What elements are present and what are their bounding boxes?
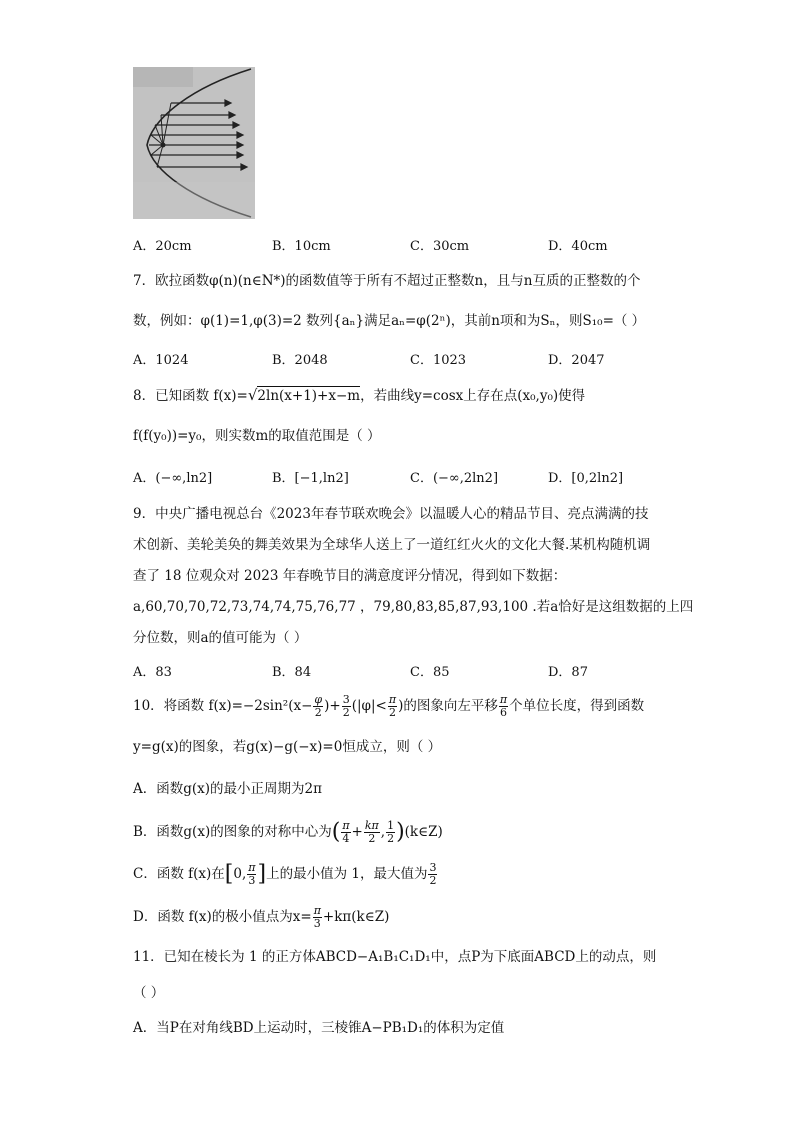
q9-line-1: 9．中央广播电视总台《2023年春节联欢晚会》以温暖人心的精品节目、亮点满满的技 <box>133 506 649 522</box>
q10-d-suffix: +kπ(k∈Z) <box>322 909 390 925</box>
frac-den: 2 <box>388 706 396 719</box>
frac-den: 6 <box>499 706 507 719</box>
q10-d-prefix: D．函数 f(x)的极小值点为x= <box>133 909 312 925</box>
q10-3-over-2 <box>342 694 351 719</box>
q8-suffix: ，若曲线y=cosx上存在点(x₀,y₀)使得 <box>360 388 586 404</box>
q10-phi-over-2 <box>313 694 323 719</box>
frac-den: 2 <box>429 874 437 887</box>
q7-option-a: A．1024 <box>133 353 189 368</box>
frac-den: 2 <box>387 832 395 845</box>
q10-paren-open: (x− <box>288 698 313 714</box>
q11-option-a: A．当P在对角线BD上运动时，三棱锥A−PB₁D₁的体积为定值 <box>133 1020 505 1036</box>
q6-option-b: B．10cm <box>272 239 331 254</box>
frac-den: 2 <box>314 706 322 719</box>
q7-line-2: 数，例如：φ(1)=1,φ(3)=2 数列{aₙ}满足aₙ=φ(2ⁿ)，其前n项和为Sₙ，则S₁₀=（ ） <box>133 313 646 329</box>
q10-c-pi-over-3 <box>247 862 256 887</box>
frac-num: 3 <box>342 693 350 706</box>
q9-option-c: C．85 <box>410 665 450 680</box>
frac-den: 4 <box>342 832 350 845</box>
q8-option-a: A．(−∞,ln2] <box>133 471 213 486</box>
q10-b-prefix: B．函数g(x)的图象的对称中心为 <box>133 824 332 840</box>
q10-option-c: C．函数 f(x)在[0, $\frac{\pi}{3}$ ]上的最小值为 1，最大值为 $\frac{3}{2}$ <box>133 861 437 887</box>
q10-option-a: A．函数g(x)的最小正周期为2π <box>133 781 322 797</box>
q10-shift-text: )的图象向左平移 <box>398 698 498 714</box>
q10-c-prefix: C．函数 f(x)在 <box>133 866 225 882</box>
q9-line-5: 分位数，则a的值可能为（ ） <box>133 630 308 646</box>
q10-suffix: 个单位长度，得到函数 <box>509 698 645 714</box>
q11-line-1: 11．已知在棱长为 1 的正方体ABCD−A₁B₁C₁D₁中，点P为下底面ABCD上的动点，则 <box>133 949 657 965</box>
q10-plus: )+ <box>324 698 341 714</box>
q9-option-d: D．87 <box>548 665 588 680</box>
frac-num: π <box>342 819 350 832</box>
q6-option-d: D．40cm <box>548 239 608 254</box>
q10-b-kpi-over-2 <box>364 820 380 845</box>
q10-option-d <box>133 905 389 930</box>
frac-den: 2 <box>368 832 376 845</box>
q10-pi-over-2 <box>388 694 397 719</box>
frac-den: 3 <box>248 874 256 887</box>
frac-num: π <box>313 904 321 917</box>
frac-num: 1 <box>387 819 395 832</box>
q8-option-d: D．[0,2ln2] <box>548 471 624 486</box>
q7-option-c: C．1023 <box>410 353 467 368</box>
frac-num: π <box>248 861 256 874</box>
q8-line-1: 8．已知函数 f(x)=√2ln(x+1)+x−m，若曲线y=cosx上存在点(x₀,y₀)使得 <box>133 386 586 404</box>
q7-line-1: 7．欧拉函数φ(n)(n∈N*)的函数值等于所有不超过正整数n，且与n互质的正整数的个 <box>133 273 641 289</box>
q8-option-b: B．[−1,ln2] <box>272 471 349 486</box>
q10-prefix: 10．将函数 f(x)=−2sin² <box>133 698 289 714</box>
q7-option-d: D．2047 <box>548 353 605 368</box>
q10-c-suffix: 上的最小值为 1，最大值为 <box>266 866 428 882</box>
q7-option-b: B．2048 <box>272 353 328 368</box>
q10-d-pi-over-3 <box>313 905 322 930</box>
frac-den: 3 <box>313 917 321 930</box>
q10-b-suffix: (k∈Z) <box>404 824 443 840</box>
q8-sqrt-expression: 2ln(x+1)+x−m <box>257 388 361 404</box>
q11-line-2: （ ） <box>133 985 165 1001</box>
parabola-reflector-photo <box>133 67 255 219</box>
frac-num: π <box>388 693 397 706</box>
q10-b-1-over-2 <box>386 820 395 845</box>
q10-option-b: B．函数g(x)的图象的对称中心为( $\frac{\pi}{4}$ + $\frac{k\pi}{2}$ , $\frac{1}{2}$ )(k∈Z) <box>133 819 443 845</box>
q10-pi-over-6 <box>499 694 508 719</box>
frac-num: 3 <box>429 861 437 874</box>
frac-num: kπ <box>364 819 379 832</box>
q8-prefix: 8．已知函数 f(x)= <box>133 388 248 404</box>
frac-den: 2 <box>342 706 350 719</box>
q10-c-3-over-2 <box>428 862 437 887</box>
q10-c-zero: 0, <box>233 866 247 882</box>
q10-line-2: y=g(x)的图象，若g(x)−g(−x)=0恒成立，则（ ） <box>133 739 442 755</box>
q9-line-3: 查了 18 位观众对 2023 年春晚节目的满意度评分情况，得到如下数据： <box>133 568 567 584</box>
q6-option-a: A．20cm <box>133 239 192 254</box>
q8-option-c: C．(−∞,2ln2] <box>410 471 499 486</box>
q10-phi-condition: (|φ|< <box>351 698 387 714</box>
frac-num: π <box>499 693 508 706</box>
q8-line-2: f(f(y₀))=y₀，则实数m的取值范围是（ ） <box>133 428 381 444</box>
q9-option-b: B．84 <box>272 665 312 680</box>
q9-line-4: a,60,70,70,72,73,74,74,75,76,77 ，79,80,83,85,87,93,100 .若a恰好是这组数据的上四 <box>133 599 694 615</box>
q6-option-c: C．30cm <box>410 239 470 254</box>
q9-option-a: A．83 <box>133 665 172 680</box>
q9-line-2: 术创新、美轮美奂的舞美效果为全球华人送上了一道红红火火的文化大餐.某机构随机调 <box>133 537 651 553</box>
frac-num: φ <box>314 693 323 706</box>
q10-b-pi-over-4 <box>341 820 350 845</box>
q10-line-1 <box>133 694 644 719</box>
